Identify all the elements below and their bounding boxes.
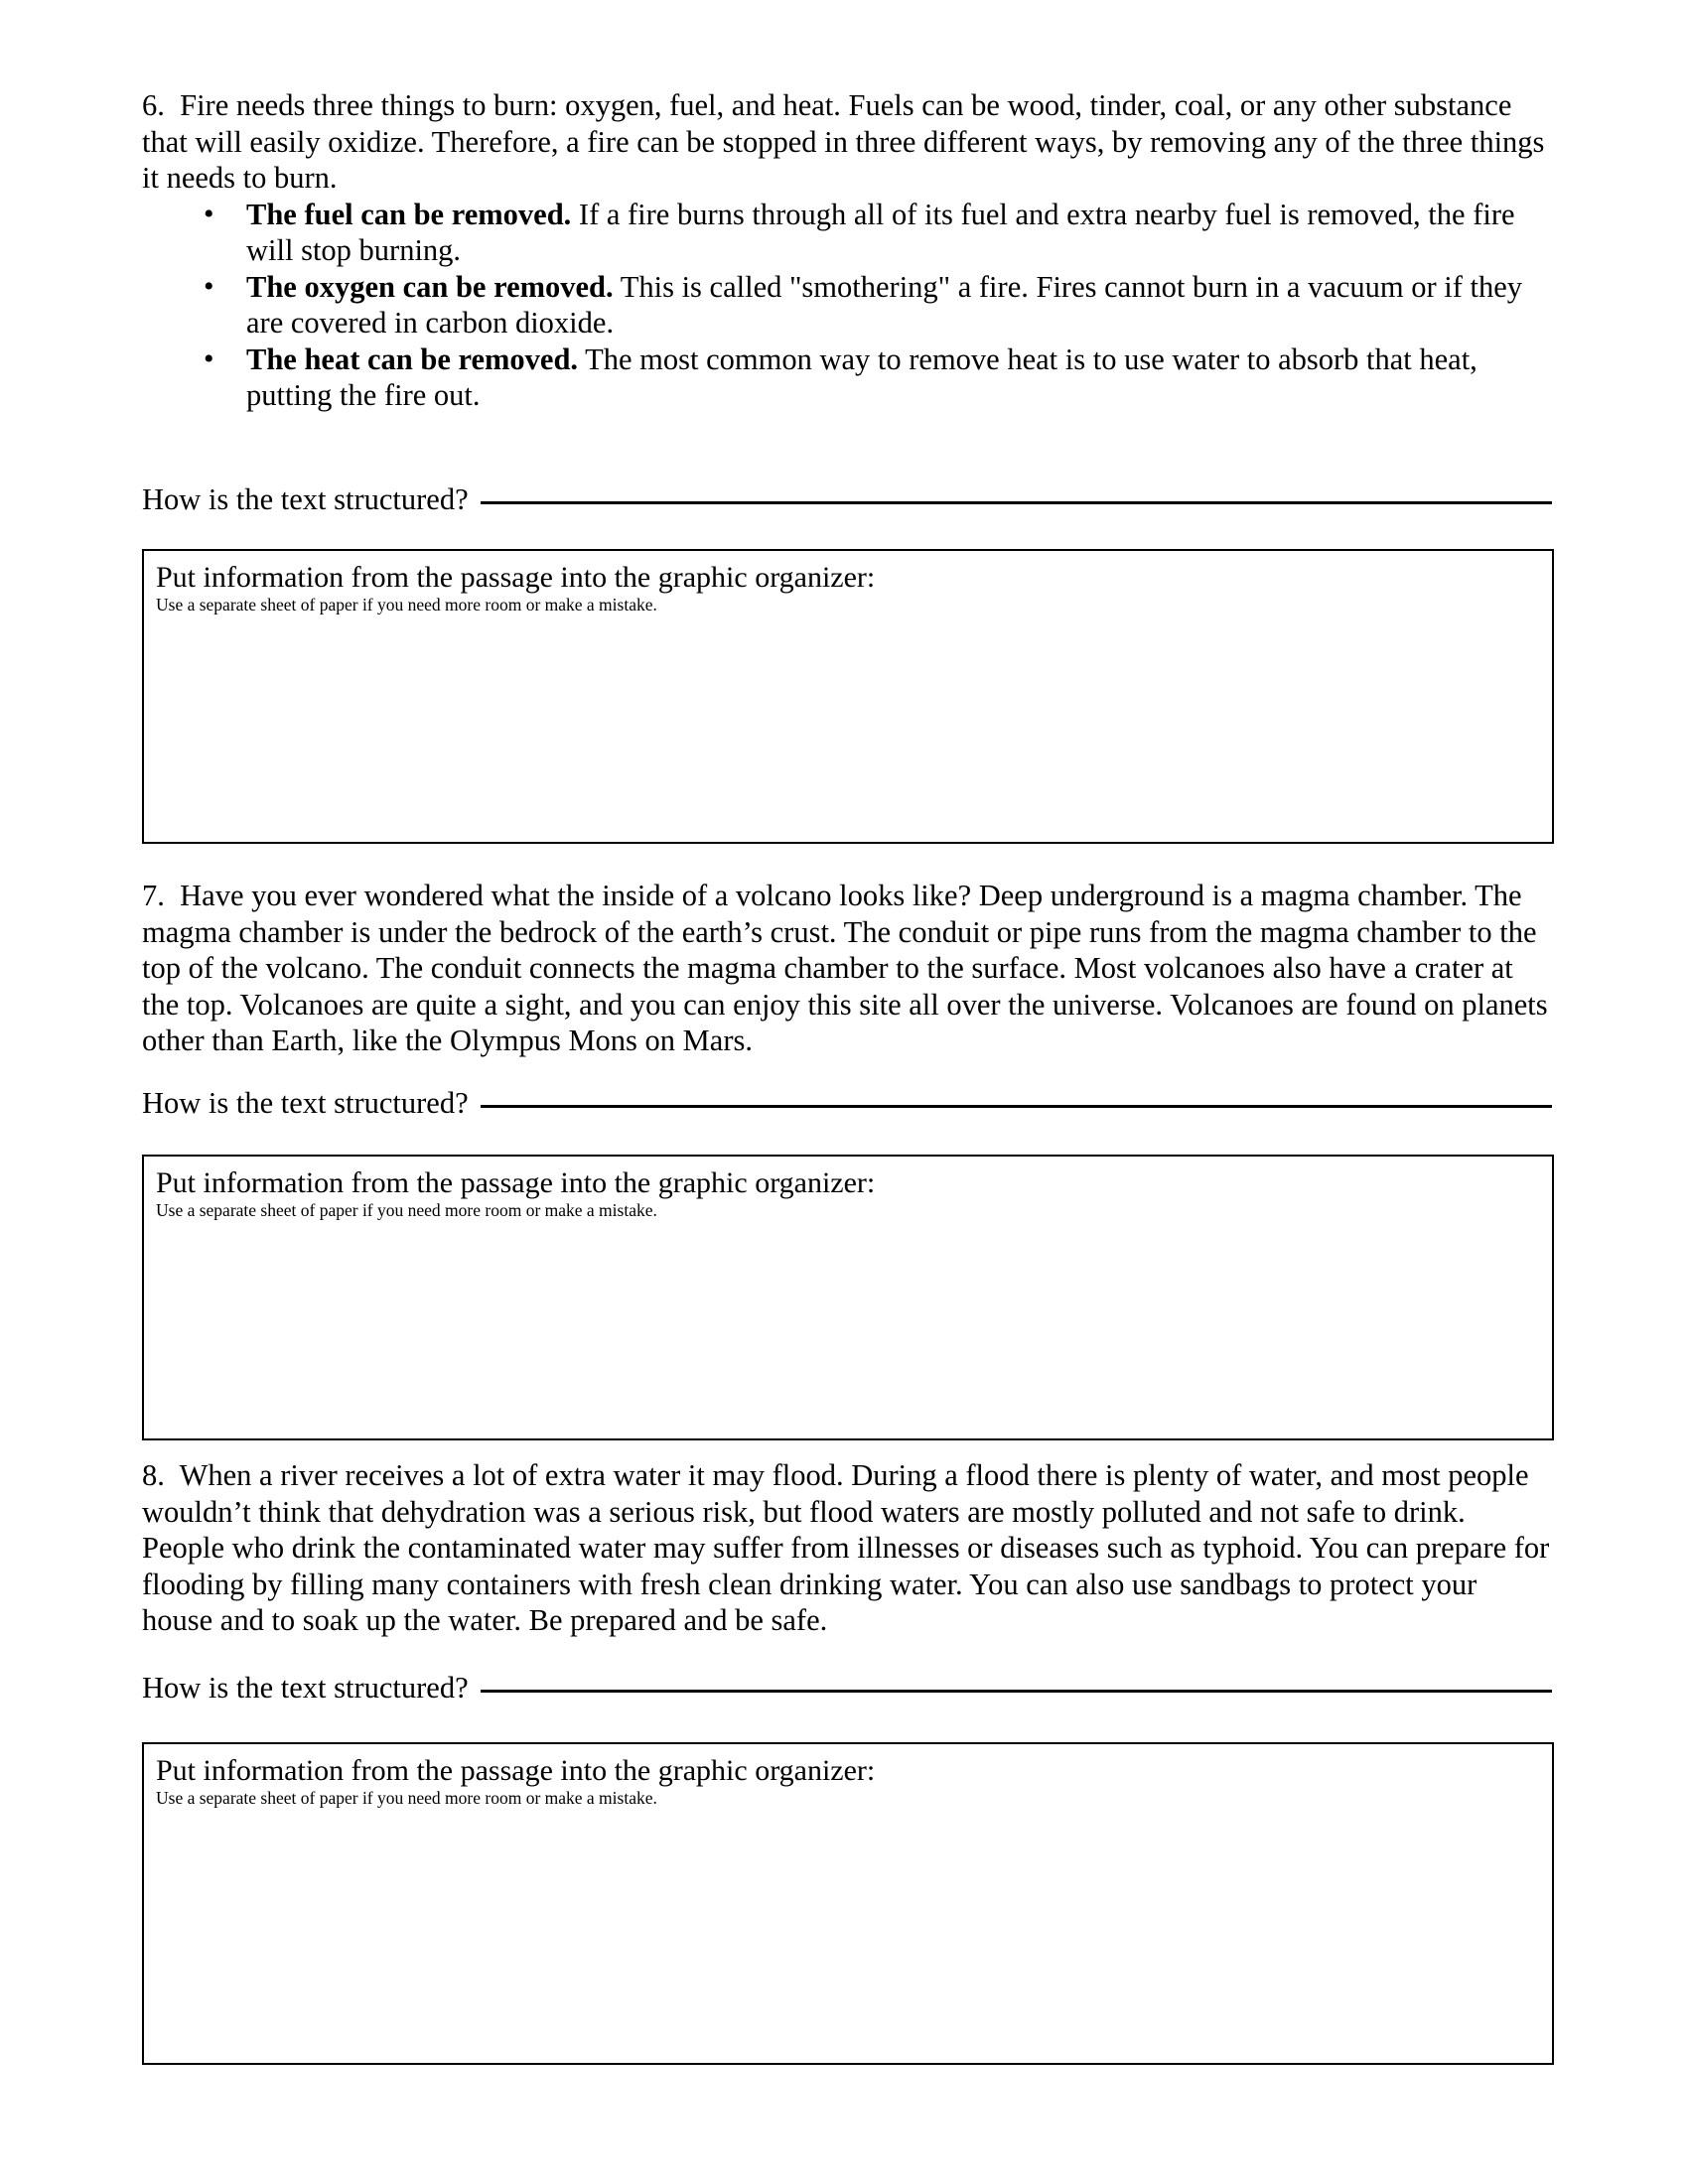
structured-question-row-6: [142, 481, 1552, 517]
passage-7-text: [142, 878, 1554, 1059]
bullet-lead: The heat can be removed.: [246, 341, 579, 376]
organizer-title: Put information from the passage into the graphic organizer:: [156, 561, 876, 594]
structured-question-row-8: [142, 1670, 1552, 1706]
passage-7-gap: [165, 879, 180, 912]
bullet-lead: The oxygen can be removed.: [246, 269, 614, 304]
bullet-rest: If a fire burns through all of its fuel and extra nearby fuel is removed, the fire will stop burning.: [246, 197, 1515, 267]
organizer-title: Put information from the passage into the graphic organizer:: [156, 1754, 876, 1787]
bullet-dot-icon: •: [204, 197, 214, 230]
list-item: [142, 341, 1554, 414]
graphic-organizer-box-6[interactable]: [142, 549, 1554, 844]
passage-8-body: When a river receives a lot of extra water it may flood. During a flood there is plenty of water, and most people wouldn’t think that dehydration was a serious risk, but flood waters are mostly polluted and not safe to drink. People who drink the contaminated water may suffer from illnesses or diseases such as typhoid. You can prepare for flooding by filling many containers with fresh clean drinking water. You can also use sandbags to protect your house and to soak up the water. Be prepared and be safe.: [142, 1458, 1550, 1637]
organizer-subtitle: Use a separate sheet of paper if you need more room or make a mistake.: [156, 1788, 657, 1808]
passage-6-body: Fire needs three things to burn: oxygen, fuel, and heat. Fuels can be wood, tinder, coal, or any other substance that will easily oxidize. Therefore, a fire can be stopped in three different ways, by removing any of the three things it needs to burn.: [142, 88, 1545, 195]
list-item: [142, 197, 1554, 269]
bullet-dot-icon: •: [204, 341, 214, 375]
organizer-subtitle: Use a separate sheet of paper if you need more room or make a mistake.: [156, 1200, 657, 1220]
bullet-rest: The most common way to remove heat is to use water to absorb that heat, putting the fire out.: [246, 341, 1477, 412]
passage-8-text: [142, 1457, 1554, 1639]
structured-answer-blank[interactable]: [481, 1105, 1552, 1108]
organizer-subtitle: Use a separate sheet of paper if you need more room or make a mistake.: [156, 595, 657, 614]
passage-section-8: [142, 1457, 1554, 1639]
structured-question-row-7: [142, 1085, 1552, 1121]
graphic-organizer-box-7[interactable]: [142, 1155, 1554, 1440]
list-item: [142, 269, 1554, 341]
structured-question-label: How is the text structured?: [142, 1671, 469, 1705]
structured-question-label: How is the text structured?: [142, 1086, 469, 1120]
passage-8-gap: [165, 1458, 180, 1492]
structured-answer-blank[interactable]: [481, 501, 1552, 504]
passage-8-number: 8.: [142, 1458, 165, 1492]
passage-section-7: [142, 878, 1554, 1059]
bullet-rest: This is called "smothering" a fire. Fires cannot burn in a vacuum or if they are covered in carbon dioxide.: [246, 269, 1523, 340]
passage-6-gap: [165, 88, 180, 122]
bullet-dot-icon: •: [204, 269, 214, 303]
passage-7-body: Have you ever wondered what the inside of a volcano looks like? Deep underground is a magma chamber. The magma chamber is under the bedrock of the earth’s crust. The conduit or pipe runs from the magma chamber to the top of the volcano. The conduit connects the magma chamber to the surface. Most volcanoes also have a crater at the top. Volcanoes are quite a sight, and you can enjoy this site all over the universe. Volcanoes are found on planets other than Earth, like the Olympus Mons on Mars.: [142, 879, 1548, 1057]
passage-6-text: [142, 87, 1554, 197]
structured-answer-blank[interactable]: [481, 1690, 1552, 1693]
structured-question-label: How is the text structured?: [142, 482, 469, 516]
passage-7-number: 7.: [142, 879, 165, 912]
passage-section-6: [142, 87, 1554, 414]
passage-6-bullet-list: [142, 197, 1554, 414]
bullet-lead: The fuel can be removed.: [246, 197, 572, 231]
graphic-organizer-box-8[interactable]: [142, 1742, 1554, 2065]
organizer-title: Put information from the passage into the graphic organizer:: [156, 1166, 876, 1199]
passage-6-number: 6.: [142, 88, 165, 122]
